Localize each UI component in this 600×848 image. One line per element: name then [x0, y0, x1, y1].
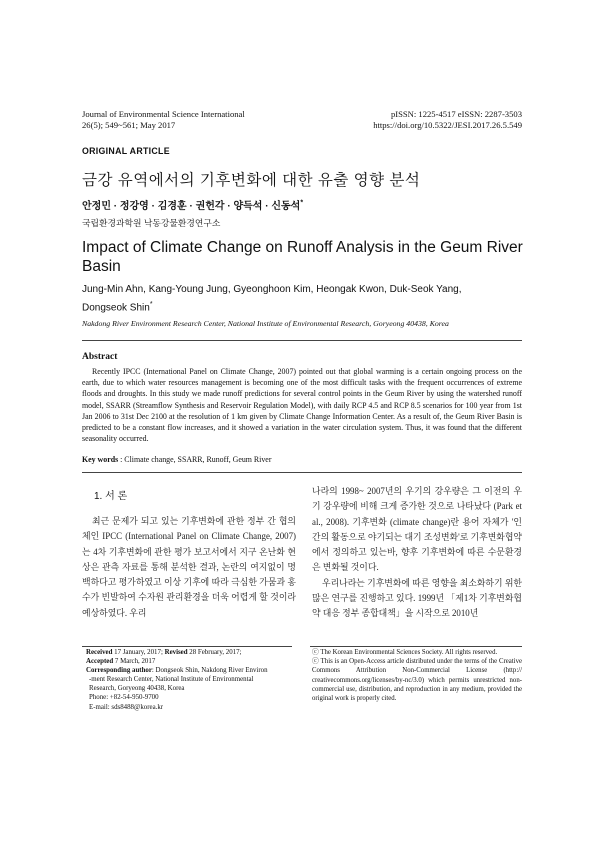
korean-author-names: 안정민 · 정강영 · 김경훈 · 권헌각 · 양득석 · 신동석: [82, 201, 301, 212]
issn-line: pISSN: 1225-4517 eISSN: 2287-3503: [390, 109, 522, 119]
english-authors: [82, 282, 462, 315]
divider-footnote-left: [82, 646, 292, 647]
corresponding-mark: *: [149, 301, 153, 308]
divider-footnote-right: [310, 646, 522, 647]
issn-doi-info: [373, 109, 522, 131]
corresponding-author-line2: -ment Research Center, National Institute of Environmental: [89, 676, 254, 684]
english-authors-line1: Jung-Min Ahn, Kang-Young Jung, Gyeonghoon Kim, Heongak Kwon, Duk-Seok Yang,: [82, 284, 462, 295]
received-line: Received 17 January, 2017; Revised 28 February, 2017;: [86, 649, 242, 656]
english-authors-line2: Dongseok Shin*: [82, 301, 153, 314]
article-history: [86, 648, 298, 712]
intro-paragraph-left: 최근 문제가 되고 있는 기후변화에 관한 정부 간 협의체인 IPCC (International Panel on Climate Change, 2007)는 4차 기후변화에 관한 평가 보고서에서 지구 온난화 현상은 관측 자료를 통해 분석한 결과, 논란의 여지없이 명백하다고 평가하였고 이상 기후에 따라 극심한 가뭄과 홍수가 빈발하여 수자원 관리환경을 더욱 어렵게 할 것이라 예상하였다. 우리: [82, 516, 296, 618]
section-heading: 1. 서 론: [94, 491, 128, 502]
korean-title: 금강 유역에서의 기후변화에 대한 유출 영향 분석: [82, 172, 421, 189]
journal-issue: 26(5); 549~561; May 2017: [82, 120, 176, 130]
english-title-line2: Basin: [82, 258, 121, 275]
phone: Phone: +82-54-950-9700: [89, 694, 159, 702]
cc-license-text: ⓒ This is an Open-Access article distributed under the terms of the Creative Commons Attribution Non-Commercial License (http:// creativecommons.org/licenses/by-nc/3.0) which permits unrestricted non-commercial use, distribution, and reproduction in any medium, provided the original work is properly cited.: [312, 658, 522, 703]
corresponding-author-line3: Research, Goryeong 40438, Korea: [89, 685, 185, 693]
divider-abstract: [82, 472, 522, 473]
corresponding-mark: *: [300, 199, 304, 207]
article-type: ORIGINAL ARTICLE: [82, 146, 170, 156]
journal-info: [82, 109, 245, 131]
license-block: [312, 648, 522, 703]
keywords-list: : Climate change, SSARR, Runoff, Geum River: [118, 455, 272, 464]
keywords-label: Key words: [82, 455, 119, 464]
right-column: [312, 484, 522, 622]
korean-affiliation: 국립환경과학원 낙동강물환경연구소: [82, 218, 221, 228]
korean-authors: [82, 197, 303, 212]
corresponding-author: Corresponding author: Dongseok Shin, Nakdong River Environ: [86, 667, 268, 675]
intro-paragraph-right-1: 나라의 1998~ 2007년의 우기의 강우량은 그 이전의 우기 강우량에 비해 크게 증가한 것으로 나타났다 (Park et al., 2008). 기후변화 (climate change)란 용어 자체가 '인간의 활동으로 야기되는 대기 조성변화'로 기후변화협약에서 정의하고 있는바, 향후 기후변화에 따른 수문환경은 변화될 것이다.: [312, 486, 522, 573]
accepted-line: Accepted 7 March, 2017: [86, 658, 156, 666]
journal-name: Journal of Environmental Science International: [82, 109, 245, 119]
abstract-body: Recently IPCC (International Panel on Climate Change, 2007) pointed out that global warming is a certain ongoing process on the earth, due to which water resources management is becoming one of the most difficult tasks with the frequent occurrences of extreme floods and droughts. In this study we made runoff predictions for several control points in the Geum River by using the watershed runoff model, SSARR (Streamflow Synthesis and Reservoir Regulation Model), with daily RCP 4.5 and RCP 8.5 scenarios for 100 year from 1st Jan 2006 to 31st Dec 2100 at the resolution of 1 km given by Climate Change Information Center. As a result of, the Geum River Basin is predicted to be a constant flow increases, and it showed a variation in the water circulation system. Thus, it was found that the different seasonality occurred.: [82, 367, 522, 444]
divider-top: [82, 340, 522, 341]
copyright-notice: ⓒ The Korean Environmental Sciences Society. All rights reserved.: [312, 649, 498, 656]
english-title-line1: Impact of Climate Change on Runoff Analysis in the Geum River: [82, 239, 523, 256]
left-column: [82, 514, 296, 621]
doi-link[interactable]: https://doi.org/10.5322/JESI.2017.26.5.549: [373, 120, 522, 130]
english-title: [82, 238, 523, 276]
intro-paragraph-right-2: 우리나라는 기후변화에 따른 영향을 최소화하기 위한 많은 연구를 진행하고 있다. 1999년 「제1차 기후변화협약 대응 정부 종합대책」을 시작으로 2010년: [312, 577, 522, 619]
email[interactable]: E-mail: sds8488@korea.kr: [89, 703, 164, 711]
abstract-heading: Abstract: [82, 352, 118, 362]
keywords: [82, 455, 271, 464]
english-affiliation: Nakdong River Environment Research Center, National Institute of Environmental Research, Goryeong 40438, Korea: [82, 319, 449, 328]
